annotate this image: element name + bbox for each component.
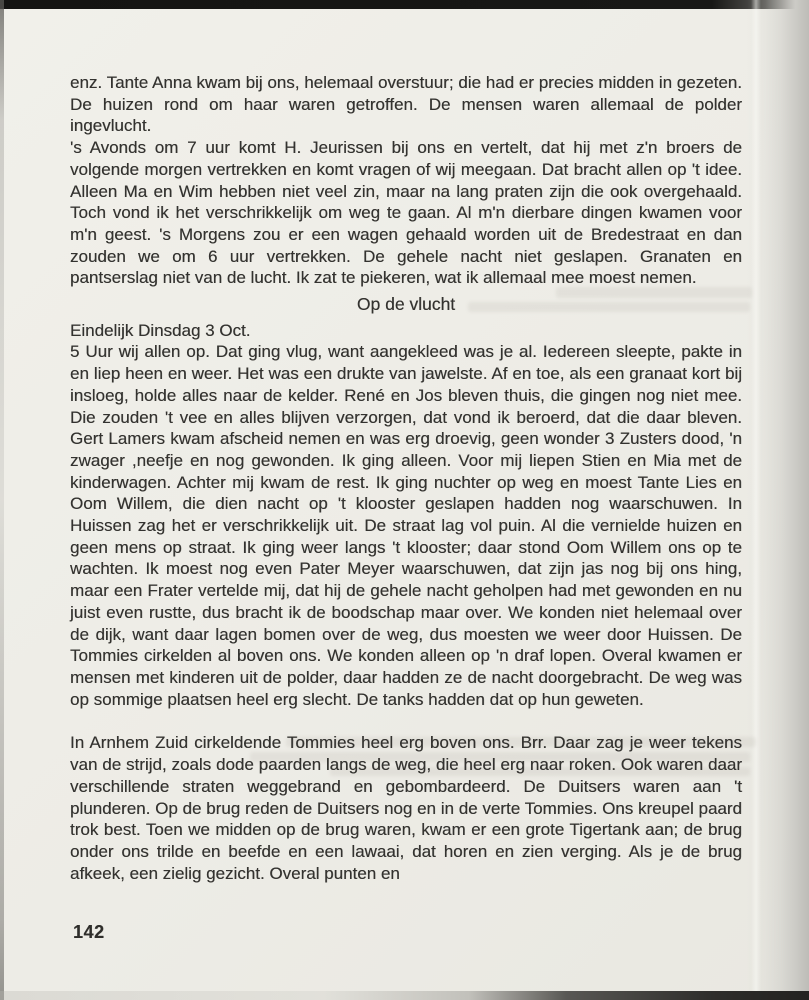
section-heading: Op de vlucht (356, 294, 456, 315)
scan-edge-left (0, 0, 4, 1000)
page-number: 142 (73, 922, 105, 942)
paragraph-avonds-7-uur: 's Avonds om 7 uur komt H. Jeurissen bij ons en vertelt, dat hij met z'n broers de volgende morgen vertrekken en komt vragen of wij meegaan. Dat bracht allen op 't idee. Alleen Ma en Wim hebben niet veel zin, maar na lang praten zijn die ook overgehaald. Toch vond ik het verschrikkelijk om weg te gaan. Al m'n dierbare dingen kwamen voor m'n geest. 's Morgens zou er een wagen gehaald worden uit de Bredestraat en dan zouden we om 6 uur vertrekken. De gehele nacht niet geslapen. Granaten en pantserslag niet van de lucht. Ik zat te piekeren, wat ik allemaal mee moest nemen. (70, 138, 742, 288)
paragraph-op-de-vlucht: 5 Uur wij allen op. Dat ging vlug, want aangekleed was je al. Iedereen sleepte, pakte in en liep heen en weer. Het was een drukte van jawelste. Af en toe, als een granaat kort bij insloeg, holde alles naar de kelder. René en Jos bleven thuis, die gingen nog niet mee. Die zouden 't vee en alles blijven verzorgen, dat vond ik beroerd, dat die daar bleven. Gert Lamers kwam afscheid nemen en was erg droevig, geen wonder 3 Zusters dood, 'n zwager ,neefje en nog gewonden. Ik ging alleen. Voor mij liepen Stien en Mia met de kinderwagen. Achter mij kwam de rest. Ik ging nuchter op weg en moest Tante Lies en Oom Willem, die dien nacht op 't klooster geslapen hadden nog waarschuwen. In Huissen zag het er verschrikkelijk uit. De straat lag vol puin. Al die vernielde huizen en geen mens op straat. Ik ging weer langs 't klooster; daar stond Oom Willem ons op te wachten. Ik moest nog even Pater Meyer waarschuwen, dat zijn jas nog bij ons hing, maar een Frater vertelde mij, dat hij de gehele nacht geholpen had met gewonden en nu juist even rustte, dus bracht ik de boodschap maar over. We konden niet helemaal over de dijk, want daar lagen bomen over de weg, dus moesten we weer door Huissen. De Tommies cirkelden al boven ons. We konden alleen op 'n draf lopen. Overal kwamen er mensen met kinderen uit de polder, daar hadden ze de nacht doorgebracht. De weg was op sommige plaatsen heel erg slecht. De tanks hadden dat op hun geweten. (70, 342, 742, 709)
date-line: Eindelijk Dinsdag 3 Oct. (70, 320, 251, 340)
page-text-block (70, 72, 742, 884)
scan-edge-bottom (0, 991, 809, 1000)
paragraph-tante-anna: enz. Tante Anna kwam bij ons, helemaal overstuur; die had er precies midden in gezeten. De huizen rond om haar waren getroffen. De mensen waren allemaal de polder ingevlucht. (70, 73, 742, 136)
page-curl-highlight (751, 0, 761, 1000)
scan-edge-top (0, 0, 809, 9)
paragraph-arnhem-zuid: In Arnhem Zuid cirkeldende Tommies heel erg boven ons. Brr. Daar zag je weer tekens van de strijd, zoals dode paarden langs de weg, die heel erg naar roken. Ook waren daar verschillende straten weggebrand en gebombardeerd. De Duitsers waren aan 't plunderen. Op de brug reden de Duitsers nog en in de verte Tommies. Ons kreupel paard trok best. Toen we midden op de brug waren, kwam er een grote Tigertank aan; de brug onder ons trilde en beefde en een lawaai, dat horen en zien verging. Als je de brug afkeek, een zielig gezicht. Overal punten en (70, 733, 742, 883)
